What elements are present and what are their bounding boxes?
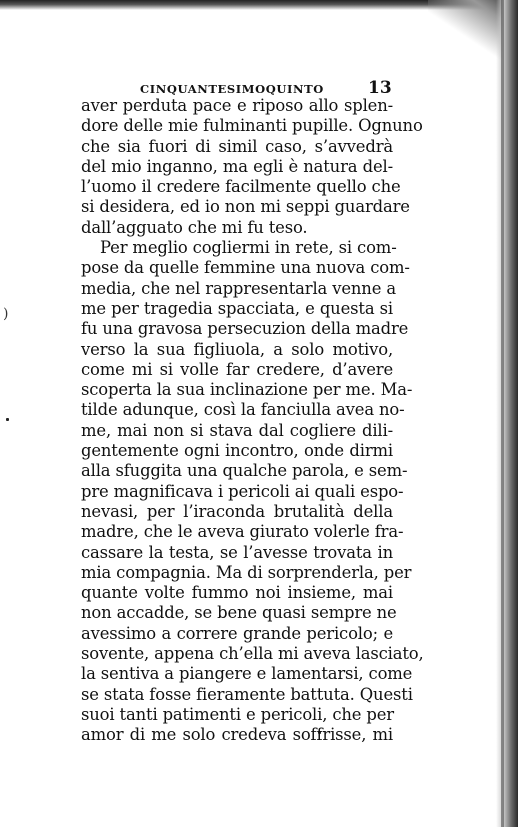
- page-number: 13: [368, 78, 392, 98]
- text-line: se stata fosse fieramente battuta. Questi: [81, 684, 413, 704]
- text-line: quante volte fummo noi insieme, mai: [81, 583, 393, 603]
- text-line: verso la sua figliuola, a solo motivo,: [81, 339, 393, 359]
- text-line: suoi tanti patimenti e pericoli, che per: [81, 704, 394, 724]
- text-line: pre magnificava i pericoli ai quali espo-: [81, 481, 404, 501]
- text-line: cassare la testa, se l’avesse trovata in: [81, 542, 393, 562]
- margin-mark: ): [3, 306, 9, 322]
- text-line: madre, che le aveva giurato volerle fra-: [81, 522, 404, 542]
- stray-ink-mark: [6, 418, 9, 421]
- text-line: come mi si volle far credere, d’avere: [81, 359, 393, 379]
- text-line: aver perduta pace e riposo allo splen-: [81, 96, 393, 115]
- text-line: me, mai non si stava dal cogliere dili-: [81, 420, 393, 440]
- text-line: pose da quelle femmine una nuova com-: [81, 258, 410, 278]
- text-line: mia compagnia. Ma di sorprenderla, per: [81, 562, 412, 582]
- text-line: dall’agguato che mi fu teso.: [81, 217, 308, 237]
- text-line: alla sfuggita una qualche parola, e sem-: [81, 461, 408, 481]
- text-line: fu una gravosa persecuzion della madre: [81, 319, 409, 339]
- text-line: media, che nel rappresentarla venne a: [81, 278, 396, 298]
- text-line: la sentiva a piangere e lamentarsi, come: [81, 664, 413, 684]
- text-line: sovente, appena ch’ella mi aveva lasciato,: [81, 644, 424, 664]
- text-line: si desidera, ed io non mi seppi guardare: [81, 197, 410, 217]
- text-line: che sia fuori di simil caso, s’avvedrà: [81, 136, 393, 156]
- running-head: CINQUANTESIMOQUINTO: [140, 82, 324, 96]
- paragraph-first-line: Per meglio cogliermi in rete, si com-: [100, 238, 397, 258]
- text-line: nevasi, per l’iraconda brutalità della: [81, 501, 393, 521]
- text-line: avessimo a correre grande pericolo; e: [81, 623, 393, 643]
- body-text: [81, 96, 424, 746]
- text-line: scoperta la sua inclinazione per me. Ma-: [81, 380, 413, 400]
- scan-right-edge: [496, 0, 518, 827]
- text-line: amor di me solo credeva soffrisse, mi: [81, 725, 393, 745]
- text-line: gentemente ogni incontro, onde dirmi: [81, 441, 393, 461]
- text-line: dore delle mie fulminanti pupille. Ognuno: [81, 116, 423, 136]
- text-line: tilde adunque, così la fanciulla avea no-: [81, 400, 405, 420]
- text-line: l’uomo il credere facilmente quello che: [81, 177, 401, 197]
- text-line: del mio inganno, ma egli è natura del-: [81, 156, 393, 176]
- scan-right-edge-line: [501, 0, 504, 827]
- text-line: me per tragedia spacciata, e questa si: [81, 298, 393, 318]
- text-line: non accadde, se bene quasi sempre ne: [81, 603, 397, 623]
